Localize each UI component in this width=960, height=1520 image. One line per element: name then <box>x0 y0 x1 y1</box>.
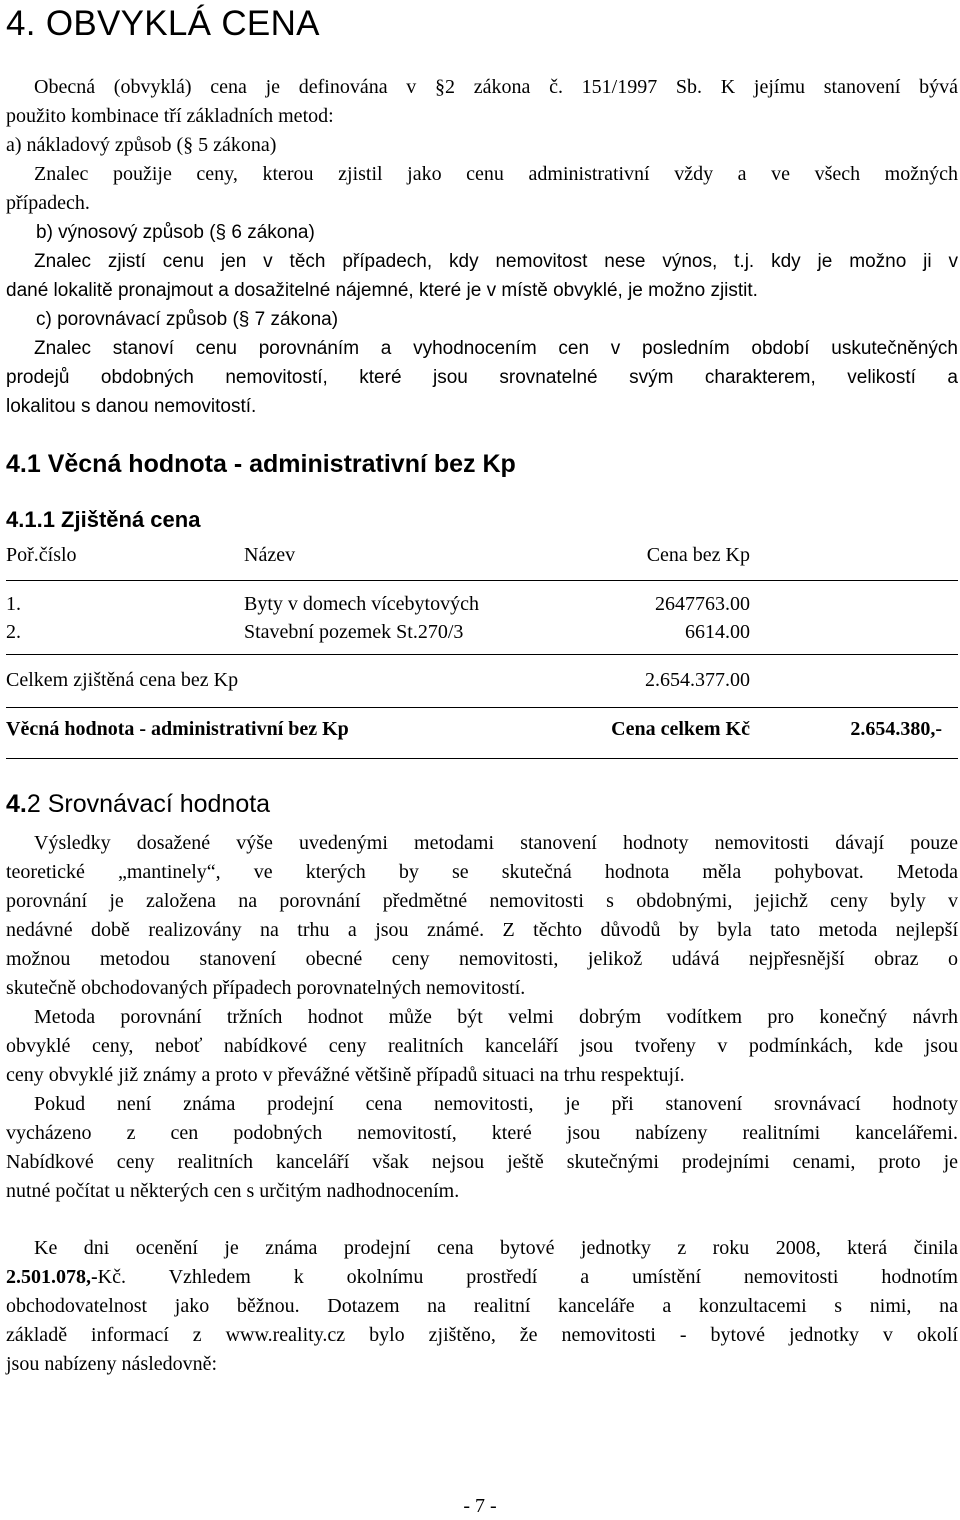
table-rule <box>6 758 958 759</box>
table-rule <box>6 654 958 655</box>
total-label: Celkem zjištěná cena bez Kp <box>6 669 239 691</box>
paragraph-line: nutné počítat u některých cen s určitým nadhodnocením. <box>6 1180 460 1202</box>
method-b-title: b) výnosový způsob (§ 6 zákona) <box>36 222 315 243</box>
method-c-text: prodejů obdobných nemovitostí, které jsou srovnatelné svým charakterem, velikostí a <box>6 367 958 388</box>
column-header-no: Poř.číslo <box>6 544 77 566</box>
paragraph-line: porovnání je založena na porovnání předmětné nemovitosti s obdobnými, jejichž ceny byly v <box>6 890 958 912</box>
paragraph-line: základě informací z www.reality.cz bylo zjištěno, že nemovitosti - bytové jednotky v okolí <box>6 1324 958 1346</box>
paragraph-line: obvyklé ceny, neboť nabídkové ceny realitních kanceláří jsou tvořeny v podmínkách, kde jsou <box>6 1035 958 1057</box>
column-header-name: Název <box>244 544 296 566</box>
method-a-text: případech. <box>6 192 90 214</box>
paragraph-line: možnou metodou stanovení obecné ceny nemovitosti, jelikož udává nejpřesnější obraz o <box>6 948 958 970</box>
method-b-text: Znalec zjistí cenu jen v těch případech, kdy nemovitost nese výnos, t.j. kdy je možno ji v <box>34 251 958 272</box>
paragraph-line: Pokud není známa prodejní cena nemovitosti, je při stanovení srovnávací hodnoty <box>34 1093 958 1115</box>
summary-label: Věcná hodnota - administrativní bez Kp <box>6 718 349 740</box>
table-row-no: 1. <box>6 593 21 615</box>
paragraph-line: Metoda porovnání tržních hodnot může být velmi dobrým vodítkem pro konečný návrh <box>34 1006 958 1028</box>
table-row-name: Byty v domech vícebytových <box>244 593 479 615</box>
section-heading: 4. OBVYKLÁ CENA <box>6 4 320 43</box>
paragraph-line: nedávné době realizovány na trhu a jsou známé. Z těchto důvodů by byla tato metoda nejlepší <box>6 919 958 941</box>
table-rule <box>6 707 958 708</box>
paragraph-line: vycházeno z cen podobných nemovitostí, které jsou nabízeny realitními kancelářemi. <box>6 1122 958 1144</box>
table-row-price: 6614.00 <box>685 621 750 643</box>
paragraph-line: Nabídkové ceny realitních kanceláří však nejsou ještě skutečnými prodejními cenami, proto je <box>6 1151 958 1173</box>
method-c-text: Znalec stanoví cenu porovnáním a vyhodnocením cen v posledním období uskutečněných <box>34 338 958 359</box>
method-c-text: lokalitou s danou nemovitostí. <box>6 396 257 417</box>
intro-line: Obecná (obvyklá) cena je definována v §2 zákona č. 151/1997 Sb. K jejímu stanovení bývá <box>34 76 958 98</box>
paragraph-line: Ke dni ocenění je známa prodejní cena bytové jednotky z roku 2008, která činila <box>34 1237 958 1259</box>
paragraph-line <box>6 1263 958 1292</box>
paragraph-line: teoretické „mantinely“, ve kterých by se skutečná hodnota měla pohybovat. Metoda <box>6 861 958 883</box>
summary-value: 2.654.380,- <box>850 718 942 740</box>
paragraph-line: jsou nabízeny následovně: <box>6 1353 218 1375</box>
section-42-title: 4.2 Srovnávací hodnota <box>6 790 271 818</box>
method-c-title: c) porovnávací způsob (§ 7 zákona) <box>36 309 339 330</box>
paragraph-line: Výsledky dosažené výše uvedenými metodami stanovení hodnoty nemovitosti dávají pouze <box>34 832 958 854</box>
column-header-price: Cena bez Kp <box>646 544 750 566</box>
intro-line: použito kombinace tří základních metod: <box>6 105 334 127</box>
method-a-text: Znalec použije ceny, kterou zjistil jako cenu administrativní vždy a ve všech možných <box>34 163 958 185</box>
section-411-title: 4.1.1 Zjištěná cena <box>6 507 201 532</box>
sale-price-amount: 2.501.078,- <box>6 1266 98 1288</box>
section-42-title-text: 2 Srovnávací hodnota <box>26 790 271 818</box>
paragraph-line: ceny obvyklé již známy a proto v převážné většině případů situaci na trhu respektují. <box>6 1064 685 1086</box>
total-value: 2.654.377.00 <box>645 669 750 691</box>
paragraph-line: skutečně obchodovaných případech porovnatelných nemovitostí. <box>6 977 526 999</box>
table-row-no: 2. <box>6 621 21 643</box>
table-row-name: Stavební pozemek St.270/3 <box>244 621 464 643</box>
page-number: - 7 - <box>463 1495 497 1517</box>
summary-price-label: Cena celkem Kč <box>611 718 750 740</box>
table-row-price: 2647763.00 <box>655 593 750 615</box>
method-b-text: dané lokalitě pronajmout a dosažitelné nájemné, které je v místě obvyklé, je možno zjistit. <box>6 280 758 301</box>
paragraph-text: Kč. Vzhledem k okolnímu prostředí a umístění nemovitosti hodnotím <box>97 1266 958 1288</box>
section-41-title: 4.1 Věcná hodnota - administrativní bez Kp <box>6 450 516 478</box>
method-a-title: a) nákladový způsob (§ 5 zákona) <box>6 134 277 156</box>
paragraph-line: obchodovatelnost jako běžnou. Dotazem na realitní kanceláře a konzultacemi s nimi, na <box>6 1295 958 1317</box>
table-rule <box>6 580 958 581</box>
